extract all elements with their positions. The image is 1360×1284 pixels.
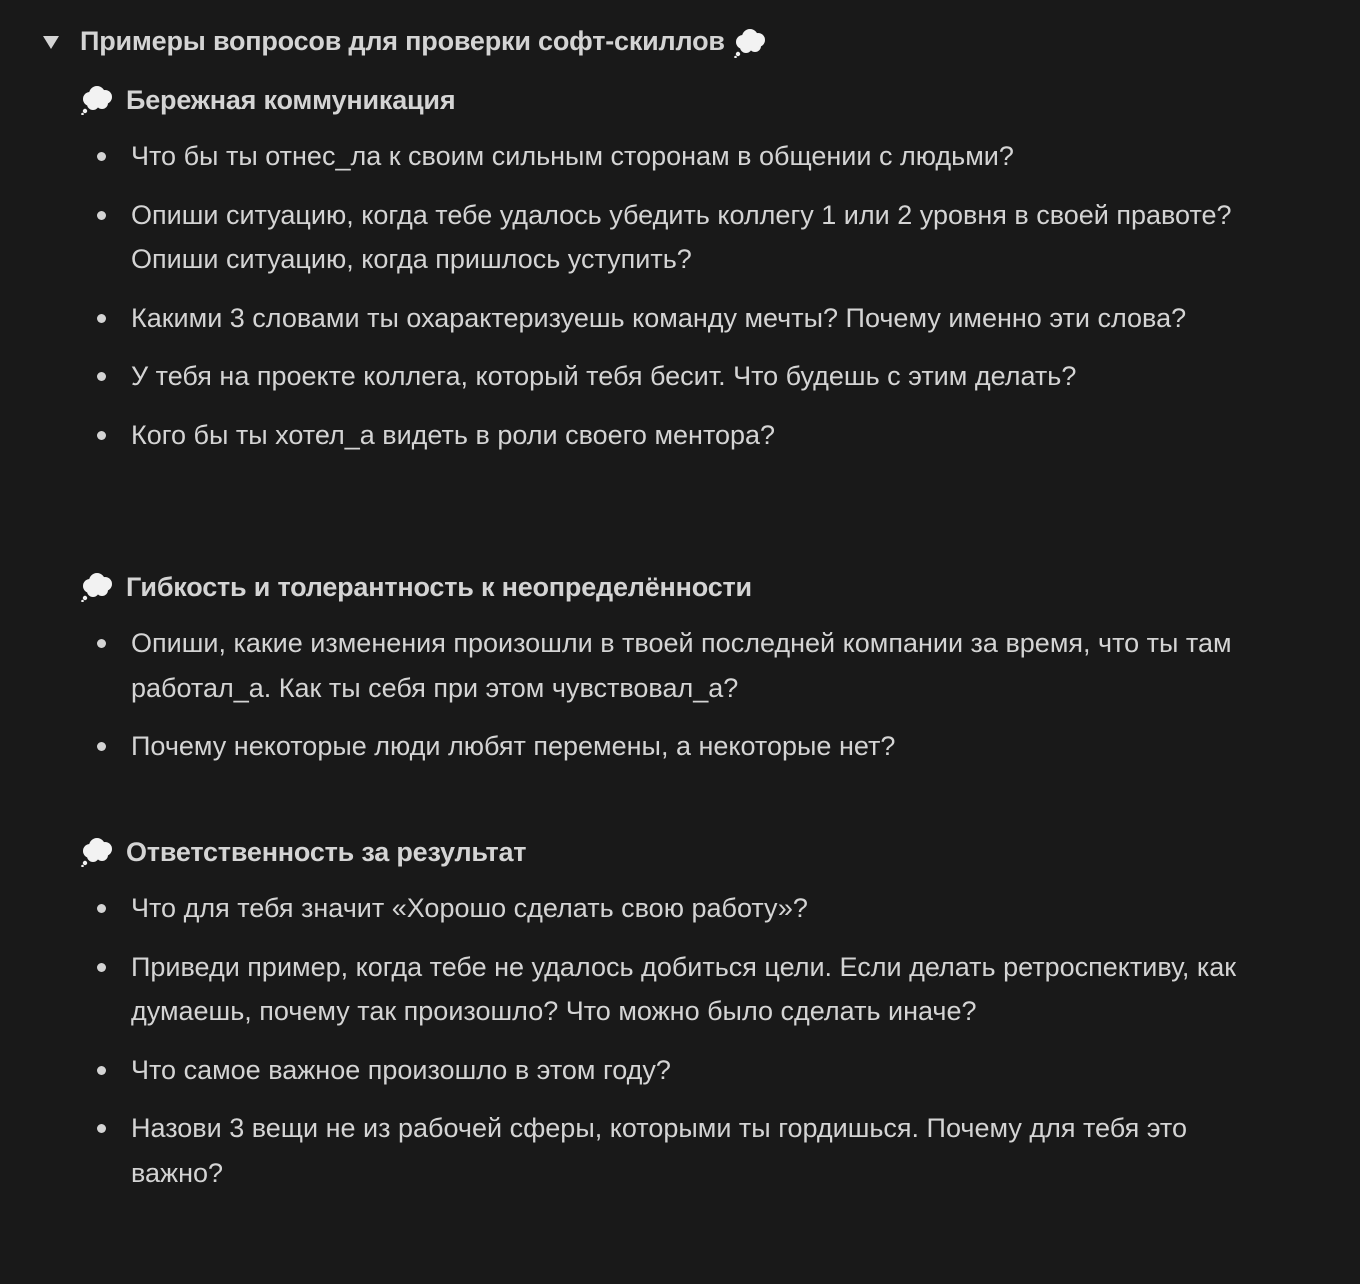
list-item bbox=[80, 354, 1271, 399]
bullet-icon bbox=[97, 314, 106, 323]
section-header bbox=[80, 80, 1320, 120]
bullet-icon bbox=[97, 963, 106, 972]
bullet-icon bbox=[97, 372, 106, 381]
section-title: Гибкость и толерантность к неопределённости bbox=[126, 571, 752, 602]
toggle-block bbox=[38, 20, 1320, 64]
list-item bbox=[80, 724, 1271, 769]
thought-balloon-icon bbox=[80, 837, 114, 867]
section-responsibility bbox=[80, 832, 1320, 1195]
list-item-text: Что самое важное произошло в этом году? bbox=[131, 1054, 671, 1085]
toggle-header[interactable] bbox=[38, 20, 1320, 64]
toggle-triangle-icon[interactable] bbox=[38, 29, 64, 55]
section-careful-communication bbox=[80, 80, 1320, 457]
thought-balloon-icon bbox=[733, 28, 767, 58]
bullet-icon bbox=[97, 1066, 106, 1075]
section-title: Бережная коммуникация bbox=[126, 84, 456, 115]
list-item-text: Опиши ситуацию, когда тебе удалось убедить коллегу 1 или 2 уровня в своей правоте? Опиши ситуацию, когда пришлось уступить? bbox=[131, 199, 1232, 274]
thought-balloon-icon bbox=[80, 85, 114, 115]
list-item-text: Приведи пример, когда тебе не удалось добиться цели. Если делать ретроспективу, как думаешь, почему так произошло? Что можно было сделать иначе? bbox=[131, 951, 1237, 1026]
list-item bbox=[80, 945, 1271, 1034]
bullet-icon bbox=[97, 639, 106, 648]
section-header bbox=[80, 567, 1320, 607]
question-list bbox=[80, 621, 1320, 769]
list-item-text: Кого бы ты хотел_а видеть в роли своего ментора? bbox=[131, 419, 776, 450]
section-flexibility bbox=[80, 567, 1320, 769]
question-list bbox=[80, 134, 1320, 457]
section-header bbox=[80, 832, 1320, 872]
list-item bbox=[80, 134, 1271, 179]
bullet-icon bbox=[97, 742, 106, 751]
list-item bbox=[80, 193, 1271, 282]
bullet-icon bbox=[97, 211, 106, 220]
list-item bbox=[80, 1048, 1271, 1093]
question-list bbox=[80, 886, 1320, 1195]
list-item-text: Что для тебя значит «Хорошо сделать свою работу»? bbox=[131, 893, 808, 923]
bullet-icon bbox=[97, 1124, 106, 1133]
bullet-icon bbox=[97, 904, 106, 913]
bullet-icon bbox=[97, 152, 106, 161]
toggle-title-text: Примеры вопросов для проверки софт-скиллов bbox=[80, 26, 725, 57]
list-item-text: Назови 3 вещи не из рабочей сферы, которыми ты гордишься. Почему для тебя это важно? bbox=[131, 1113, 1187, 1188]
list-item-text: У тебя на проекте коллега, который тебя бесит. Что будешь с этим делать? bbox=[131, 361, 1077, 391]
list-item bbox=[80, 413, 1271, 458]
list-item bbox=[80, 296, 1271, 341]
section-title: Ответственность за результат bbox=[126, 836, 527, 867]
list-item-text: Опиши, какие изменения произошли в твоей последней компании за время, что ты там работал_а. Как ты себя при этом чувствовал_а? bbox=[131, 628, 1232, 703]
list-item bbox=[80, 886, 1271, 931]
list-item bbox=[80, 1106, 1271, 1195]
list-item-text: Почему некоторые люди любят перемены, а некоторые нет? bbox=[131, 731, 896, 761]
list-item bbox=[80, 621, 1271, 710]
list-item-text: Какими 3 словами ты охарактеризуешь команду мечты? Почему именно эти слова? bbox=[131, 302, 1187, 333]
thought-balloon-icon bbox=[80, 572, 114, 602]
bullet-icon bbox=[97, 431, 106, 440]
toggle-title bbox=[80, 26, 767, 58]
list-item-text: Что бы ты отнес_ла к своим сильным сторонам в общении с людьми? bbox=[131, 141, 1014, 171]
